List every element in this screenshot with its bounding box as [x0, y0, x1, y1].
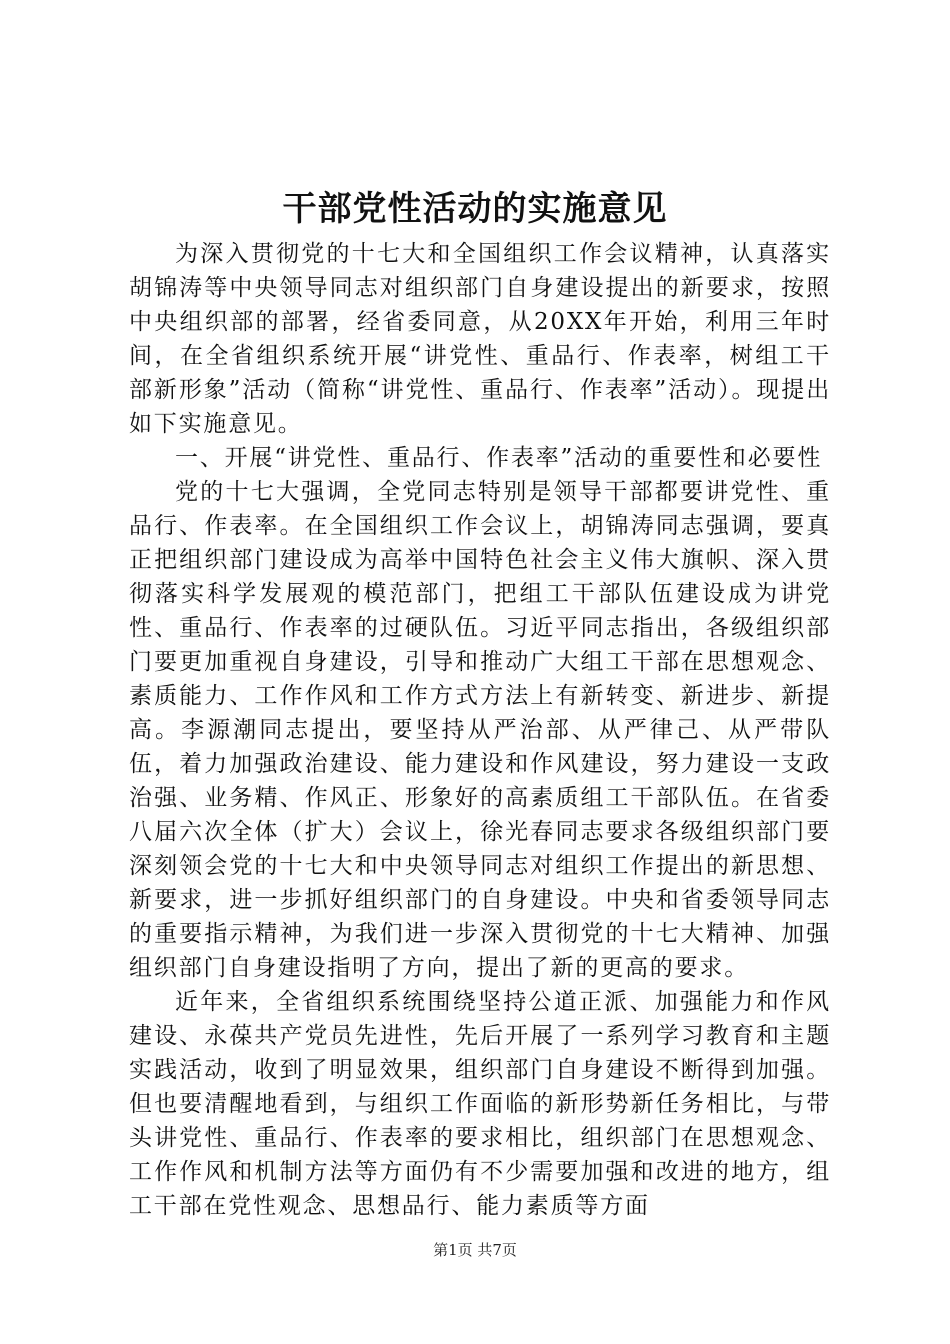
- section-heading-1: 一、开展“讲党性、重品行、作表率”活动的重要性和必要性: [175, 445, 823, 471]
- document-title: 干部党性活动的实施意见: [282, 189, 668, 229]
- paragraph-intro: 为深入贯彻党的十七大和全国组织工作会议精神，认真落实胡锦涛等中央领导同志对组织部门自身建设提出的新要求，按照中央组织部的部署，经省委同意，从20XX年开始，利用三年时间，在全省组织系统开展“讲党性、重品行、作表率，树组工干部新形象”活动（简称“讲党性、重品行、作表率”活动）。现提出如下实施意见。: [129, 241, 831, 437]
- paragraph-3: 近年来，全省组织系统围绕坚持公道正派、加强能力和作风建设、永葆共产党员先进性，先后开展了一系列学习教育和主题实践活动，收到了明显效果，组织部门自身建设不断得到加强。但也要清醒地看到，与组织工作面临的新形势新任务相比，与带头讲党性、重品行、作表率的要求相比，组织部门在思想观念、工作作风和机制方法等方面仍有不少需要加强和改进的地方，组工干部在党性观念、思想品行、能力素质等方面: [129, 989, 831, 1219]
- document-body: [129, 237, 831, 1223]
- page-number-footer: 第1页 共7页: [433, 1241, 517, 1259]
- paragraph-2: 党的十七大强调，全党同志特别是领导干部都要讲党性、重品行、作表率。在全国组织工作会议上，胡锦涛同志强调，要真正把组织部门建设成为高举中国特色社会主义伟大旗帜、深入贯彻落实科学发展观的模范部门，把组工干部队伍建设成为讲党性、重品行、作表率的过硬队伍。习近平同志指出，各级组织部门要更加重视自身建设，引导和推动广大组工干部在思想观念、素质能力、工作作风和工作方式方法上有新转变、新进步、新提高。李源潮同志提出，要坚持从严治部、从严律己、从严带队伍，着力加强政治建设、能力建设和作风建设，努力建设一支政治强、业务精、作风正、形象好的高素质组工干部队伍。在省委八届六次全体（扩大）会议上，徐光春同志要求各级组织部门要深刻领会党的十七大和中央领导同志对组织工作提出的新思想、新要求，进一步抓好组织部门的自身建设。中央和省委领导同志的重要指示精神，为我们进一步深入贯彻党的十七大精神、加强组织部门自身建设指明了方向，提出了新的更高的要求。: [129, 479, 831, 981]
